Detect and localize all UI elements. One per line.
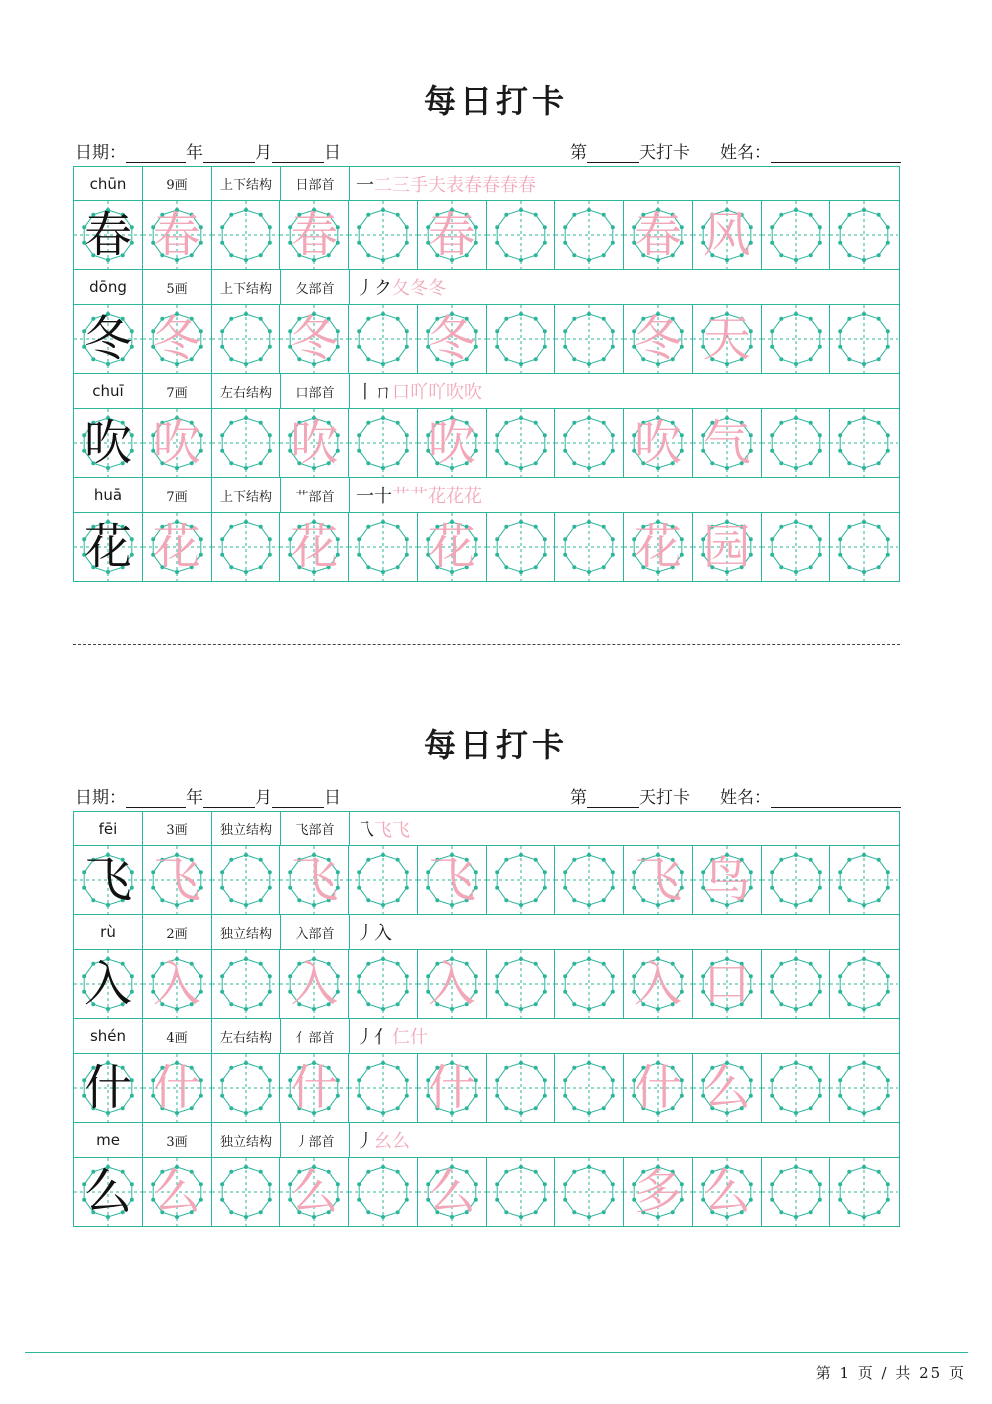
month-blank[interactable] (203, 144, 255, 163)
stroke-order-sequence (350, 167, 899, 200)
pinyin-label: shén (74, 1019, 143, 1053)
model-character: 冬 (83, 311, 132, 367)
practice-box[interactable] (762, 305, 831, 373)
practice-box[interactable] (280, 513, 349, 581)
practice-row (73, 949, 900, 1019)
practice-box[interactable] (762, 1054, 831, 1122)
practice-box[interactable] (418, 409, 487, 477)
practice-box[interactable] (555, 513, 624, 581)
practice-box[interactable] (487, 409, 556, 477)
practice-box[interactable] (555, 846, 624, 914)
practice-row (73, 845, 900, 915)
practice-box[interactable] (212, 305, 281, 373)
model-character: 吹 (83, 415, 132, 471)
day-count-suffix: 天打卡 (639, 788, 690, 808)
grid-guide (212, 409, 280, 477)
practice-box[interactable] (624, 201, 693, 269)
grid-guide (555, 846, 623, 914)
cut-line (73, 644, 900, 645)
practice-box[interactable] (762, 513, 831, 581)
trace-character: 冬 (427, 311, 476, 367)
structure-label: 独立结构 (212, 1123, 281, 1157)
trace-character: 冬 (290, 311, 339, 367)
model-character: 么 (83, 1164, 132, 1220)
stroke-order-trace: 艹艹花花花 (392, 486, 482, 507)
practice-box[interactable] (418, 950, 487, 1018)
radical-label: 日部首 (281, 167, 350, 200)
practice-box[interactable] (418, 305, 487, 373)
practice-box[interactable] (212, 950, 281, 1018)
stroke-order-trace: 二三手夫表春春春春 (374, 174, 536, 196)
trace-character: 气 (702, 415, 751, 471)
stroke-count: 3画 (143, 1123, 212, 1157)
practice-box[interactable] (280, 409, 349, 477)
practice-box[interactable] (74, 409, 143, 477)
trace-character: 什 (427, 1060, 476, 1116)
stroke-count: 5画 (143, 270, 212, 304)
practice-box[interactable] (624, 305, 693, 373)
trace-character: 多 (633, 1164, 682, 1220)
grid-guide (349, 846, 417, 914)
name-label: 姓名： (720, 143, 771, 163)
practice-box[interactable] (693, 1158, 762, 1226)
name-blank[interactable] (771, 144, 901, 163)
practice-box[interactable] (762, 846, 831, 914)
character-info-row (73, 1019, 900, 1053)
practice-box[interactable] (418, 1158, 487, 1226)
grid-guide (762, 846, 830, 914)
pinyin-label: chūn (74, 167, 143, 200)
trace-character: 么 (427, 1164, 476, 1220)
practice-box[interactable] (212, 201, 281, 269)
stroke-order-written: 丿亻 (356, 1027, 392, 1048)
practice-box[interactable] (143, 1054, 212, 1122)
practice-row (73, 512, 900, 582)
practice-box[interactable] (349, 1054, 418, 1122)
trace-character: 吹 (633, 415, 682, 471)
grid-guide (830, 1054, 898, 1122)
grid-guide (830, 1158, 898, 1226)
practice-row (73, 200, 900, 270)
practice-box[interactable] (555, 409, 624, 477)
trace-character: 园 (702, 519, 751, 575)
grid-guide (555, 1158, 623, 1226)
grid-guide (555, 950, 623, 1018)
grid-guide (555, 305, 623, 373)
trace-character: 么 (290, 1164, 339, 1220)
trace-character: 入 (152, 956, 201, 1012)
practice-box[interactable] (280, 201, 349, 269)
practice-box[interactable] (418, 201, 487, 269)
day-count-suffix: 天打卡 (639, 143, 690, 163)
trace-character: 么 (702, 1060, 751, 1116)
practice-box[interactable] (349, 950, 418, 1018)
grid-guide (762, 513, 830, 581)
stroke-count: 7画 (143, 478, 212, 512)
stroke-order-sequence (350, 374, 899, 408)
pinyin-label: fēi (74, 812, 143, 845)
grid-guide (830, 950, 898, 1018)
trace-character: 飞 (633, 852, 682, 908)
pinyin-label: rù (74, 915, 143, 949)
practice-box[interactable] (143, 201, 212, 269)
practice-box[interactable] (624, 950, 693, 1018)
practice-box[interactable] (487, 1158, 556, 1226)
year-blank[interactable] (126, 789, 186, 808)
practice-box[interactable] (280, 846, 349, 914)
practice-grid (73, 811, 900, 1227)
character-info-row (73, 166, 900, 200)
practice-box[interactable] (143, 846, 212, 914)
trace-character: 花 (152, 519, 201, 575)
practice-box[interactable] (349, 409, 418, 477)
practice-box[interactable] (830, 201, 899, 269)
practice-box[interactable] (487, 950, 556, 1018)
grid-guide (762, 409, 830, 477)
grid-guide (555, 201, 623, 269)
stroke-order-trace: 飞飞 (374, 819, 410, 841)
practice-box[interactable] (74, 1158, 143, 1226)
trace-character: 么 (152, 1164, 201, 1220)
trace-character: 花 (427, 519, 476, 575)
pinyin-label: dōng (74, 270, 143, 304)
practice-box[interactable] (212, 1158, 281, 1226)
trace-character: 春 (152, 207, 201, 263)
stroke-order-sequence (350, 812, 899, 845)
practice-box[interactable] (693, 1054, 762, 1122)
grid-guide (349, 950, 417, 1018)
grid-guide (487, 1054, 555, 1122)
practice-box[interactable] (762, 950, 831, 1018)
trace-character: 鸟 (702, 852, 751, 908)
header-info-row (75, 783, 901, 807)
practice-box[interactable] (143, 513, 212, 581)
pinyin-label: me (74, 1123, 143, 1157)
character-info-row (73, 374, 900, 408)
grid-guide (487, 513, 555, 581)
radical-label: 夂部首 (281, 270, 350, 304)
grid-guide (555, 1054, 623, 1122)
practice-box[interactable] (487, 1054, 556, 1122)
character-info-row (73, 811, 900, 845)
practice-box[interactable] (762, 201, 831, 269)
radical-label: 入部首 (281, 915, 350, 949)
year-label: 年 (186, 788, 203, 808)
practice-box[interactable] (349, 201, 418, 269)
practice-row (73, 408, 900, 478)
model-character: 花 (83, 519, 132, 575)
trace-character: 春 (290, 207, 339, 263)
grid-guide (212, 513, 280, 581)
trace-character: 入 (290, 956, 339, 1012)
practice-box[interactable] (349, 305, 418, 373)
structure-label: 上下结构 (212, 167, 281, 200)
stroke-order-written: 乁 (356, 819, 374, 841)
grid-guide (555, 409, 623, 477)
stroke-order-trace: 口吖吖吹吹 (392, 382, 482, 403)
stroke-order-written: 丨ㄇ (356, 382, 392, 403)
grid-guide (487, 201, 555, 269)
practice-box[interactable] (624, 1158, 693, 1226)
trace-character: 飞 (152, 852, 201, 908)
grid-guide (762, 1054, 830, 1122)
grid-guide (487, 409, 555, 477)
stroke-count: 9画 (143, 167, 212, 200)
trace-character: 么 (702, 1164, 751, 1220)
character-info-row (73, 478, 900, 512)
trace-character: 什 (152, 1060, 201, 1116)
grid-guide (487, 846, 555, 914)
stroke-order-trace: 夂冬冬 (392, 278, 446, 299)
practice-box[interactable] (693, 513, 762, 581)
practice-box[interactable] (349, 1158, 418, 1226)
practice-grid (73, 166, 900, 582)
practice-box[interactable] (280, 950, 349, 1018)
grid-guide (830, 513, 898, 581)
trace-character: 花 (633, 519, 682, 575)
radical-label: 亻部首 (281, 1019, 350, 1053)
practice-box[interactable] (143, 1158, 212, 1226)
practice-box[interactable] (74, 513, 143, 581)
stroke-order-trace: 仁什 (392, 1027, 428, 1048)
practice-box[interactable] (830, 1054, 899, 1122)
grid-guide (349, 409, 417, 477)
stroke-order-sequence (350, 478, 899, 512)
page-title: 每日打卡 (423, 726, 568, 764)
trace-character: 吹 (152, 415, 201, 471)
practice-box[interactable] (830, 950, 899, 1018)
trace-character: 飞 (290, 852, 339, 908)
practice-box[interactable] (212, 1054, 281, 1122)
practice-box[interactable] (693, 409, 762, 477)
stroke-count: 3画 (143, 812, 212, 845)
grid-guide (830, 409, 898, 477)
grid-guide (762, 1158, 830, 1226)
practice-box[interactable] (693, 846, 762, 914)
model-character: 什 (83, 1060, 132, 1116)
practice-box[interactable] (693, 950, 762, 1018)
practice-box[interactable] (487, 305, 556, 373)
date-label: 日期： (75, 788, 126, 808)
trace-character: 吹 (290, 415, 339, 471)
practice-box[interactable] (280, 305, 349, 373)
stroke-count: 2画 (143, 915, 212, 949)
model-character: 飞 (83, 852, 132, 908)
practice-box[interactable] (487, 846, 556, 914)
grid-guide (212, 201, 280, 269)
practice-box[interactable] (418, 513, 487, 581)
stroke-order-sequence (350, 1019, 899, 1053)
header-info-row (75, 138, 901, 162)
practice-box[interactable] (487, 513, 556, 581)
trace-character: 冬 (152, 311, 201, 367)
day-label: 日 (324, 788, 341, 808)
grid-guide (555, 513, 623, 581)
practice-box[interactable] (74, 305, 143, 373)
practice-box[interactable] (74, 846, 143, 914)
name-label: 姓名： (720, 788, 771, 808)
practice-box[interactable] (212, 513, 281, 581)
practice-box[interactable] (280, 1158, 349, 1226)
practice-box[interactable] (349, 846, 418, 914)
radical-label: 口部首 (281, 374, 350, 408)
character-info-row (73, 1123, 900, 1157)
grid-guide (487, 950, 555, 1018)
grid-guide (830, 305, 898, 373)
structure-label: 左右结构 (212, 1019, 281, 1053)
grid-guide (212, 1054, 280, 1122)
day-count-blank[interactable] (587, 789, 639, 808)
day-count-prefix: 第 (570, 143, 587, 163)
page-title: 每日打卡 (423, 82, 568, 120)
character-info-row (73, 270, 900, 304)
date-label: 日期： (75, 143, 126, 163)
grid-guide (830, 201, 898, 269)
month-label: 月 (255, 143, 272, 163)
grid-guide (349, 513, 417, 581)
practice-box[interactable] (418, 1054, 487, 1122)
practice-box[interactable] (555, 1054, 624, 1122)
grid-guide (212, 950, 280, 1018)
day-blank[interactable] (272, 789, 324, 808)
grid-guide (212, 1158, 280, 1226)
practice-box[interactable] (143, 305, 212, 373)
practice-box[interactable] (555, 201, 624, 269)
day-label: 日 (324, 143, 341, 163)
radical-label: 飞部首 (281, 812, 350, 845)
practice-box[interactable] (624, 1054, 693, 1122)
month-blank[interactable] (203, 789, 255, 808)
pinyin-label: chuī (74, 374, 143, 408)
practice-box[interactable] (830, 513, 899, 581)
trace-character: 天 (702, 311, 751, 367)
practice-box[interactable] (762, 1158, 831, 1226)
practice-box[interactable] (830, 305, 899, 373)
grid-guide (762, 201, 830, 269)
trace-character: 什 (633, 1060, 682, 1116)
structure-label: 上下结构 (212, 478, 281, 512)
grid-guide (762, 305, 830, 373)
trace-character: 风 (702, 207, 751, 263)
practice-box[interactable] (555, 1158, 624, 1226)
stroke-order-written: 一 (356, 174, 374, 196)
grid-guide (762, 950, 830, 1018)
practice-box[interactable] (143, 409, 212, 477)
practice-box[interactable] (212, 846, 281, 914)
structure-label: 独立结构 (212, 812, 281, 845)
stroke-order-sequence (350, 270, 899, 304)
practice-box[interactable] (624, 846, 693, 914)
year-label: 年 (186, 143, 203, 163)
page-number: 第 1 页 / 共 25 页 (815, 1364, 966, 1382)
practice-box[interactable] (555, 950, 624, 1018)
footer-divider (25, 1352, 968, 1353)
practice-box[interactable] (830, 409, 899, 477)
character-info-row (73, 915, 900, 949)
grid-guide (349, 305, 417, 373)
stroke-order-sequence (350, 1123, 899, 1157)
grid-guide (349, 201, 417, 269)
practice-box[interactable] (349, 513, 418, 581)
practice-box[interactable] (555, 305, 624, 373)
grid-guide (349, 1158, 417, 1226)
trace-character: 入 (427, 956, 476, 1012)
stroke-order-written: 丿ク (356, 278, 392, 299)
stroke-count: 4画 (143, 1019, 212, 1053)
grid-guide (487, 1158, 555, 1226)
trace-character: 什 (290, 1060, 339, 1116)
trace-character: 花 (290, 519, 339, 575)
practice-box[interactable] (74, 1054, 143, 1122)
practice-box[interactable] (830, 846, 899, 914)
month-label: 月 (255, 788, 272, 808)
stroke-order-trace: 幺么 (374, 1131, 410, 1152)
stroke-order-sequence (350, 915, 899, 949)
day-count-prefix: 第 (570, 788, 587, 808)
trace-character: 冬 (633, 311, 682, 367)
name-blank[interactable] (771, 789, 901, 808)
grid-guide (349, 1054, 417, 1122)
stroke-order-written: 丿 (356, 1131, 374, 1152)
practice-box[interactable] (693, 201, 762, 269)
structure-label: 上下结构 (212, 270, 281, 304)
grid-guide (212, 305, 280, 373)
trace-character: 飞 (427, 852, 476, 908)
practice-box[interactable] (143, 950, 212, 1018)
model-character: 入 (83, 956, 132, 1012)
radical-label: 艹部首 (281, 478, 350, 512)
structure-label: 左右结构 (212, 374, 281, 408)
practice-box[interactable] (624, 513, 693, 581)
practice-box[interactable] (487, 201, 556, 269)
grid-guide (830, 846, 898, 914)
stroke-order-written: 一十 (356, 486, 392, 507)
day-count-blank[interactable] (587, 144, 639, 163)
practice-box[interactable] (74, 201, 143, 269)
practice-box[interactable] (624, 409, 693, 477)
practice-box[interactable] (693, 305, 762, 373)
stroke-count: 7画 (143, 374, 212, 408)
practice-row (73, 1157, 900, 1227)
radical-label: 丿部首 (281, 1123, 350, 1157)
day-blank[interactable] (272, 144, 324, 163)
trace-character: 口 (702, 956, 751, 1012)
practice-box[interactable] (280, 1054, 349, 1122)
practice-row (73, 1053, 900, 1123)
structure-label: 独立结构 (212, 915, 281, 949)
year-blank[interactable] (126, 144, 186, 163)
trace-character: 入 (633, 956, 682, 1012)
practice-row (73, 304, 900, 374)
grid-guide (487, 305, 555, 373)
practice-box[interactable] (212, 409, 281, 477)
grid-guide (212, 846, 280, 914)
practice-box[interactable] (74, 950, 143, 1018)
practice-box[interactable] (762, 409, 831, 477)
practice-box[interactable] (418, 846, 487, 914)
stroke-order-written: 丿入 (356, 923, 392, 944)
model-character: 春 (83, 207, 132, 263)
trace-character: 春 (427, 207, 476, 263)
pinyin-label: huā (74, 478, 143, 512)
trace-character: 春 (633, 207, 682, 263)
trace-character: 吹 (427, 415, 476, 471)
practice-box[interactable] (830, 1158, 899, 1226)
